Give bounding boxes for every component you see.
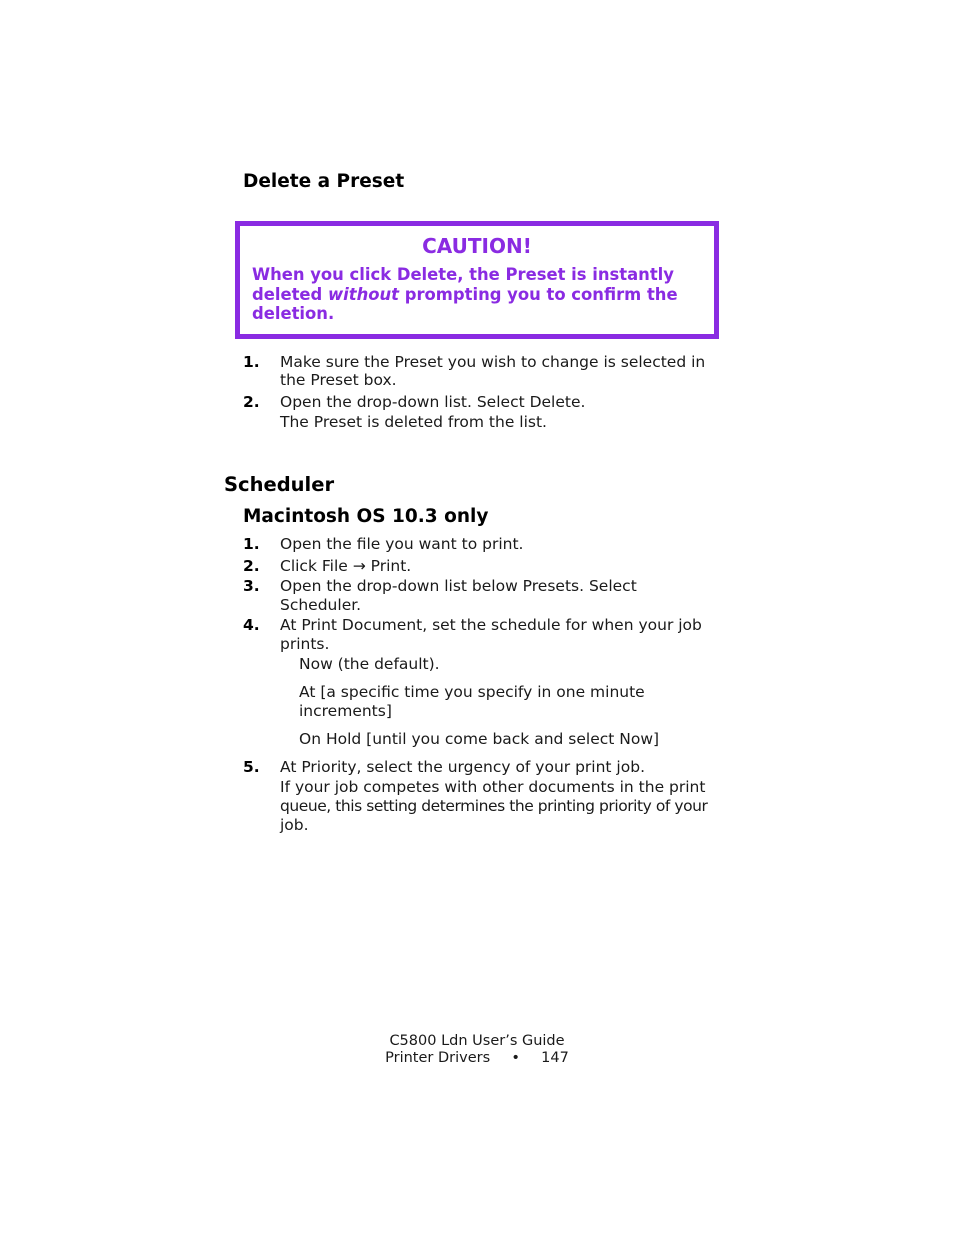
- caution-text-part: prompting you to confirm the deletion.: [252, 284, 678, 324]
- step-text: job.: [280, 816, 309, 834]
- step-text: prints.: [280, 635, 330, 653]
- footer-separator: •: [511, 1050, 520, 1066]
- step-number: 3.: [243, 577, 260, 595]
- step-number: 4.: [243, 616, 260, 634]
- step-text: At Print Document, set the schedule for when your job: [280, 616, 702, 634]
- step-number: 2.: [243, 393, 260, 411]
- step-text: the Preset box.: [280, 371, 397, 389]
- caution-text: [252, 265, 712, 324]
- step-text: Scheduler.: [280, 596, 362, 614]
- section-heading-scheduler: Scheduler: [224, 473, 335, 496]
- caution-title: CAUTION!: [422, 234, 532, 258]
- schedule-option: At [a specific time you specify in one minute: [299, 683, 645, 701]
- step-result: The Preset is deleted from the list.: [280, 413, 547, 431]
- step-number: 1.: [243, 535, 260, 553]
- step-text: Make sure the Preset you wish to change is selected in: [280, 353, 706, 371]
- schedule-option: increments]: [299, 702, 392, 720]
- caution-box: [235, 221, 719, 339]
- caution-text-part: When you click Delete, the Preset is instantly deleted: [252, 265, 674, 304]
- step-number: 5.: [243, 758, 260, 776]
- section-heading-delete-preset: Delete a Preset: [243, 171, 405, 192]
- footer-guide-title: C5800 Ldn User’s Guide: [389, 1033, 565, 1049]
- step-number: 1.: [243, 353, 260, 371]
- footer-page-number: 147: [541, 1050, 569, 1066]
- step-text: queue, this setting determines the printing priority of your: [280, 797, 708, 815]
- step-text: Click File → Print.: [280, 557, 412, 575]
- schedule-option: On Hold [until you come back and select Now]: [299, 730, 660, 748]
- step-text: If your job competes with other documents in the print: [280, 778, 706, 796]
- footer-chapter: Printer Drivers: [385, 1050, 491, 1066]
- footer-page-info: [0, 1050, 954, 1066]
- step-text: Open the drop-down list below Presets. Select: [280, 577, 637, 595]
- schedule-option: Now (the default).: [299, 655, 440, 673]
- step-text: At Priority, select the urgency of your print job.: [280, 758, 645, 776]
- step-text: Open the file you want to print.: [280, 535, 524, 553]
- caution-emphasis: without: [327, 284, 400, 304]
- subheading-macintosh: Macintosh OS 10.3 only: [243, 506, 489, 527]
- step-number: 2.: [243, 557, 260, 575]
- step-text: Open the drop-down list. Select Delete.: [280, 393, 586, 411]
